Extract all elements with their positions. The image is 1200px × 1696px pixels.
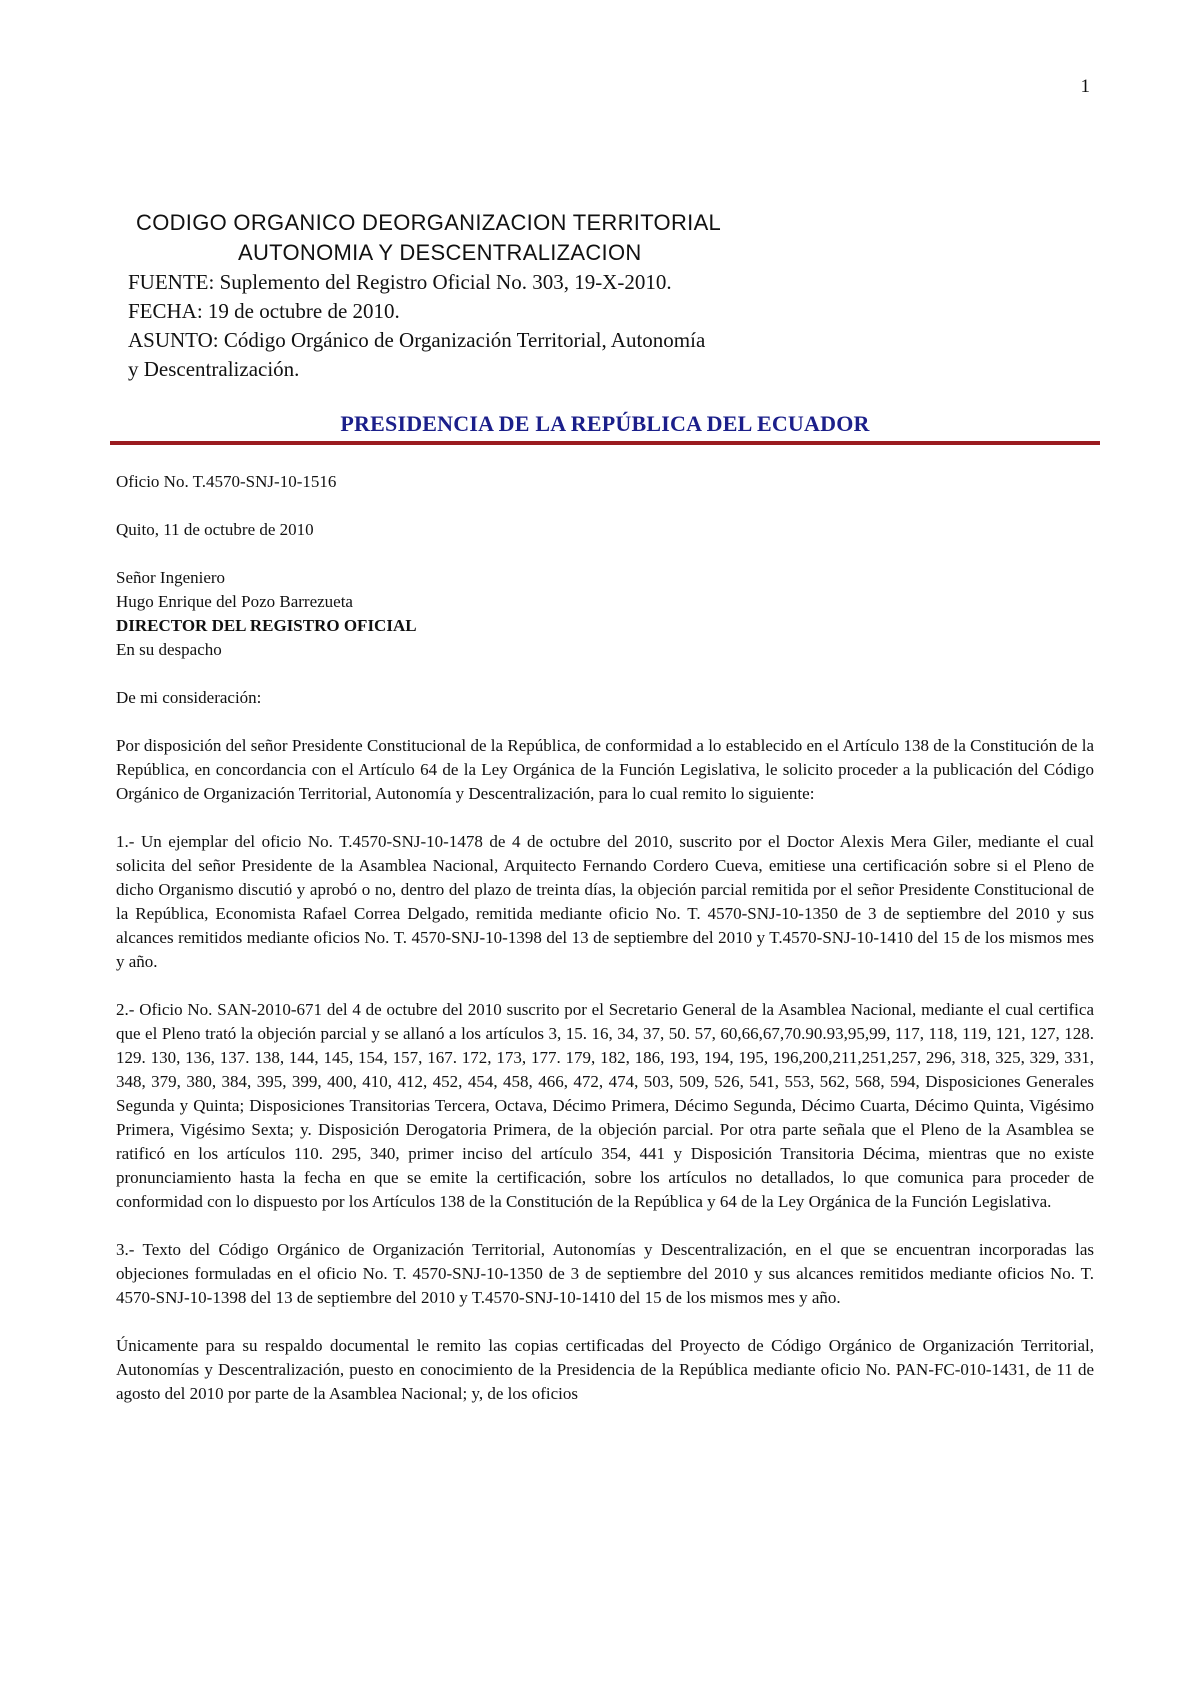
page-number: 1: [1080, 76, 1090, 97]
heading-divider: [110, 441, 1100, 445]
source-line: FUENTE: Suplemento del Registro Oficial No. 303, 19-X-2010.: [128, 270, 672, 294]
title-line-2: AUTONOMIA Y DESCENTRALIZACION: [238, 240, 642, 265]
date-line: FECHA: 19 de octubre de 2010.: [128, 299, 400, 323]
place-date: Quito, 11 de octubre de 2010: [116, 520, 314, 539]
oficio-number: Oficio No. T.4570-SNJ-10-1516: [116, 472, 337, 491]
addressee-block: [116, 566, 1094, 662]
presidency-heading: PRESIDENCIA DE LA REPÚBLICA DEL ECUADOR: [340, 411, 870, 436]
addressee-position: DIRECTOR DEL REGISTRO OFICIAL: [116, 616, 417, 635]
subject-line-1: ASUNTO: Código Orgánico de Organización Territorial, Autonomía: [128, 328, 706, 352]
addressee-location: En su despacho: [116, 640, 222, 659]
paragraph-intro: Por disposición del señor Presidente Constitucional de la República, de conformidad a lo establecido en el Artículo 138 de la Constitución de la República, en concordancia con el Artículo 64 de la Ley Orgánica de la Función Legislativa, le solicito proceder a la publicación del Código Orgánico de Organización Territorial, Autonomía y Descentralización, para lo cual remito lo siguiente:: [116, 736, 1094, 803]
subject-line-2: y Descentralización.: [128, 357, 300, 381]
title-line-1: CODIGO ORGANICO DEORGANIZACION TERRITORIAL: [136, 210, 722, 235]
letter-body: [116, 470, 1094, 1430]
paragraph-item-3: 3.- Texto del Código Orgánico de Organización Territorial, Autonomías y Descentralización, en el que se encuentran incorporadas las objeciones formuladas en el oficio No. T. 4570-SNJ-10-1350 de 3 de septiembre del 2010 y sus alcances remitidos mediante oficios No. T. 4570-SNJ-10-1398 del 13 de septiembre del 2010 y T.4570-SNJ-10-1410 del 15 de los mismos mes y año.: [116, 1240, 1094, 1307]
addressee-name: Hugo Enrique del Pozo Barrezueta: [116, 592, 353, 611]
addressee-title: Señor Ingeniero: [116, 568, 226, 587]
paragraph-item-1: 1.- Un ejemplar del oficio No. T.4570-SNJ-10-1478 de 4 de octubre del 2010, suscrito por el Doctor Alexis Mera Giler, mediante el cual solicita del señor Presidente de la Asamblea Nacional, Arquitecto Fernando Cordero Cueva, emitiese una certificación sobre si el Pleno de dicho Organismo discutió y aprobó o no, dentro del plazo de treinta días, la objeción parcial remitida por el señor Presidente Constitucional de la República, Economista Rafael Correa Delgado, remitida mediante oficio No. T. 4570-SNJ-10-1350 de 3 de septiembre del 2010 y sus alcances remitidos mediante oficios No. T. 4570-SNJ-10-1398 del 13 de septiembre del 2010 y T.4570-SNJ-10-1410 del 15 de los mismos mes y año.: [116, 832, 1094, 971]
salutation: De mi consideración:: [116, 688, 262, 707]
paragraph-item-2: 2.- Oficio No. SAN-2010-671 del 4 de octubre del 2010 suscrito por el Secretario General de la Asamblea Nacional, mediante el cual certifica que el Pleno trató la objeción parcial y se allanó a los artículos 3, 15. 16, 34, 37, 50. 57, 60,66,67,70.90.93,95,99, 117, 118, 119, 121, 127, 128. 129. 130, 136, 137. 138, 144, 145, 154, 157, 167. 172, 173, 177. 179, 182, 186, 193, 194, 195, 196,200,211,251,257, 296, 318, 325, 329, 331, 348, 379, 380, 384, 395, 399, 400, 410, 412, 452, 454, 458, 466, 472, 474, 503, 509, 526, 541, 553, 562, 568, 594, Disposiciones Generales Segunda y Quinta; Disposiciones Transitorias Tercera, Octava, Décimo Primera, Décimo Segunda, Décimo Cuarta, Décimo Quinta, Vigésimo Primera, Vigésimo Sexta; y. Disposición Derogatoria Primera, de la objeción parcial. Por otra parte señala que el Pleno de la Asamblea se ratificó en los artículos 110. 295, 340, primer inciso del artículo 354, 441 y Disposición Transitoria Décima, mientras que no existe pronunciamiento hasta la fecha en que se emite la certificación, sobre los artículos no detallados, lo que comunica para proceder de conformidad con lo dispuesto por los Artículos 138 de la Constitución de la República y 64 de la Ley Orgánica de la Función Legislativa.: [116, 1000, 1094, 1211]
document-header: [128, 208, 868, 384]
paragraph-closing: Únicamente para su respaldo documental le remito las copias certificadas del Proyecto de Código Orgánico de Organización Territorial, Autonomías y Descentralización, puesto en conocimiento de la Presidencia de la República mediante oficio No. PAN-FC-010-1431, de 11 de agosto del 2010 por parte de la Asamblea Nacional; y, de los oficios: [116, 1336, 1094, 1403]
